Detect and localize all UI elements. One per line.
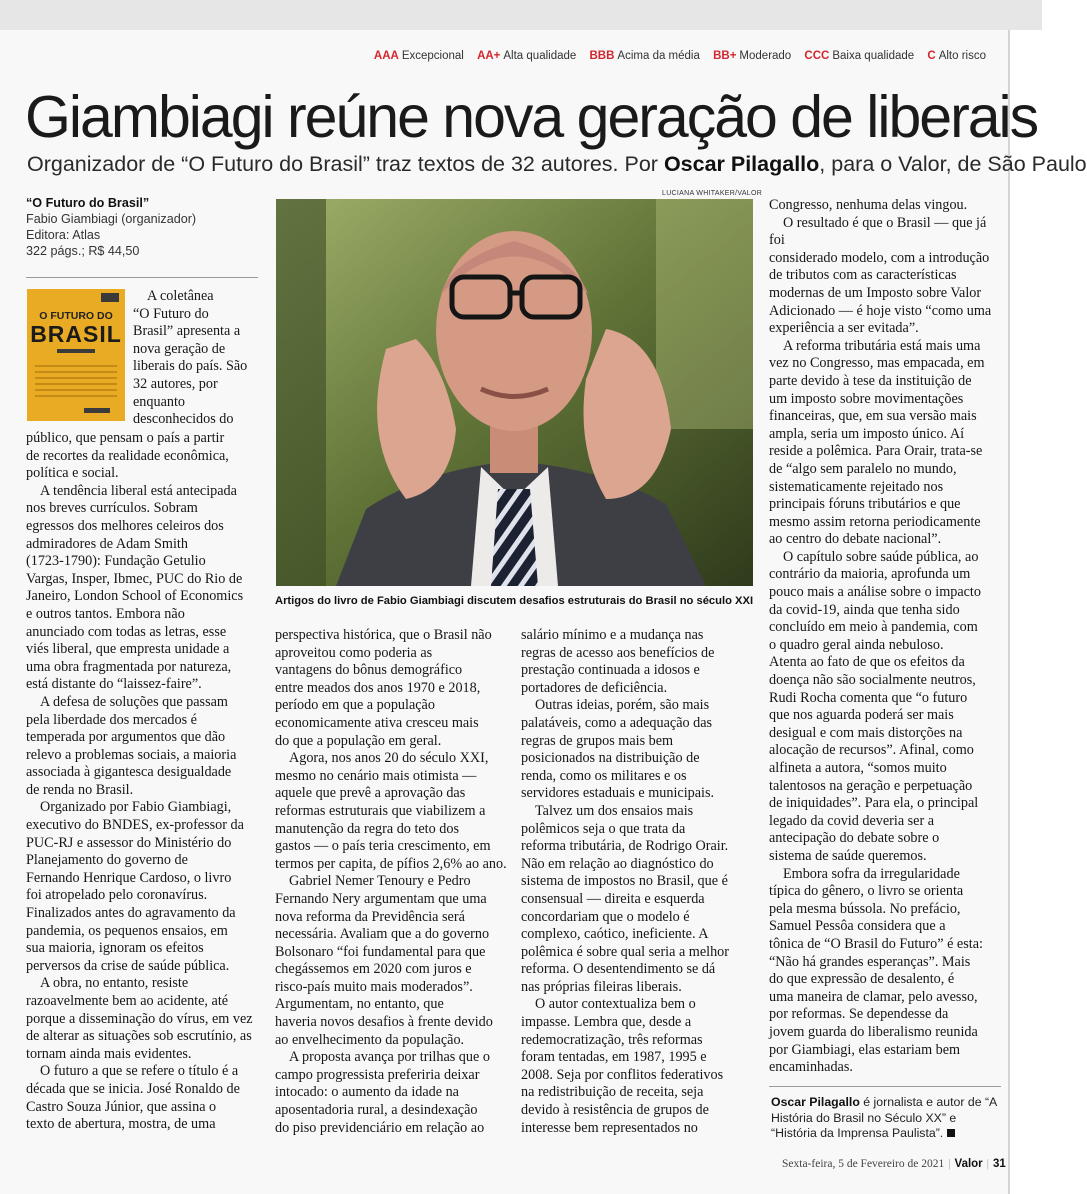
- rating-label: Alta qualidade: [503, 50, 577, 62]
- article-line: reforma tributária, de Rodrigo Orair.: [521, 838, 729, 855]
- article-line: reside a polêmica. Para Orair, trata-se: [769, 443, 983, 460]
- article-line: que nos aguarda poderá ser mais: [769, 707, 954, 724]
- article-line: texto de abertura, mostra, de uma: [26, 1116, 216, 1133]
- article-line: na redistribuição de receita, seja: [521, 1084, 704, 1101]
- article-line: A obra, no entanto, resiste: [40, 975, 189, 992]
- article-line: doença não são socialmente neutros,: [769, 672, 976, 689]
- article-line: o quadro geral ainda nebuloso.: [769, 636, 944, 653]
- article-line: alfineta a autora, “somos muito: [769, 760, 947, 776]
- article-line: gastos — o país teria crescimento, em: [275, 838, 491, 855]
- article-line: (1723-1790): Fundação Getulio: [26, 553, 206, 570]
- article-line: uma maneira de clamar, pelo avesso,: [769, 988, 978, 1005]
- article-line: devido à resistência de grupos de: [521, 1102, 709, 1119]
- article-line: contrário da maioria, aprofunda um: [769, 566, 971, 583]
- byline-author: Oscar Pilagallo: [663, 152, 820, 176]
- article-line: servidores estaduais e municipais.: [521, 785, 715, 802]
- rating-code: C: [927, 50, 936, 62]
- article-line: A proposta avança por trilhas que o: [289, 1049, 490, 1066]
- article-line: vez no Congresso, mas empacada, em: [769, 355, 985, 372]
- article-line: pouco mais a análise sobre o impacto: [769, 584, 981, 601]
- article-line: foram tentadas, em 1987, 1995 e: [521, 1049, 707, 1066]
- book-organizer: Fabio Giambiagi (organizador): [26, 212, 197, 226]
- article-line: por Giambiagi, elas estariam bem: [769, 1041, 961, 1058]
- article-line: impasse. Lembra que, desde a: [521, 1014, 692, 1031]
- article-column-3: [521, 627, 753, 1137]
- article-line: Outras ideias, porém, são mais: [535, 697, 710, 714]
- article-line: regras de grupos mais bem: [521, 732, 674, 749]
- article-line: relevo a problemas sociais, a maioria: [26, 746, 237, 763]
- article-line: sistematicamente rejeitado nos: [769, 478, 944, 495]
- article-line: associada à gigantesca desigualdade: [26, 764, 232, 781]
- article-line: alocação de recursos”. Afinal, como: [769, 742, 974, 759]
- article-line: nova reforma da Previdência será: [275, 908, 465, 925]
- article-line: A defesa de soluções que passam: [40, 693, 228, 710]
- photo-credit: LUCIANA WHITAKER/VALOR: [662, 190, 763, 197]
- article-line: da covid-19, ainda que tenha sido: [769, 601, 960, 618]
- article-column-4: [769, 197, 1001, 1077]
- article-line: aproveitou como poderia as: [275, 644, 433, 661]
- article-line: 32 autores, por: [133, 375, 218, 392]
- article-line: legado da covid deveria ser a: [769, 812, 935, 829]
- article-line: tornam ainda mais evidentes.: [26, 1045, 192, 1062]
- article-line: política e social.: [26, 465, 119, 482]
- article-line: sistema de saúde queremos.: [769, 847, 927, 864]
- book-title: “O Futuro do Brasil”: [26, 196, 150, 210]
- article-line: antecipação do debate sobre o: [769, 830, 940, 847]
- article-line: A reforma tributária está mais uma: [783, 337, 981, 354]
- footer-date: Sexta-feira, 5 de Fevereiro de 2021: [782, 1158, 945, 1170]
- article-line: liberais do país. São: [133, 358, 248, 375]
- page-number: 31: [992, 1158, 1006, 1170]
- article-line: Organizado por Fabio Giambiagi,: [40, 799, 232, 816]
- rating-label: Moderado: [739, 50, 792, 62]
- article-line: Finalizados antes do agravamento da: [26, 905, 236, 922]
- article-line: pela mesma bússola. No prefácio,: [769, 900, 961, 917]
- portrait-illustration: [276, 199, 753, 586]
- article-line: polêmica é sobre qual seria a melhor: [521, 943, 729, 960]
- article-line: experiência a ser evitada”.: [769, 320, 919, 337]
- cover-tag: [101, 293, 119, 302]
- footer-brand: Valor: [954, 1158, 983, 1170]
- page-footer: [782, 1158, 1006, 1170]
- article-line: de tributos com as características: [769, 267, 957, 284]
- article-line: regras de acesso aos benefícios de: [521, 644, 715, 661]
- author-bio: [771, 1095, 1001, 1142]
- footer-separator: |: [948, 1158, 951, 1170]
- article-line: jovem guarda do liberalismo reunida: [769, 1023, 978, 1040]
- article-line: de iniquidades”. Para ela, o principal: [769, 795, 979, 812]
- article-line: haveria novos desafios à frente devido: [275, 1014, 493, 1031]
- article-line: nova geração de: [133, 340, 226, 357]
- article-line: ao envelhecimento da população.: [275, 1031, 465, 1048]
- article-line: economicamente ativa cresceu mais: [275, 714, 479, 731]
- article-line: O resultado é que o Brasil — que já foi: [769, 214, 987, 249]
- article-line: Fernando Nery argumentam que uma: [275, 890, 487, 907]
- article-line: nos breves currículos. Sobram: [26, 500, 198, 517]
- cover-title-line2: BRASIL: [30, 321, 122, 347]
- article-line: chegássemos em 2020 com juros e: [275, 961, 472, 978]
- subheadline: [27, 152, 1087, 177]
- end-of-article-mark: [947, 1129, 955, 1137]
- article-line: nas próprias fileiras liberais.: [521, 978, 682, 995]
- article-line: Atenta ao fato de que os efeitos da: [769, 654, 965, 671]
- article-line: desconhecidos do: [133, 411, 234, 428]
- rating-code: CCC: [804, 50, 830, 62]
- article-line: sua maioria, ignoram os efeitos: [26, 940, 204, 957]
- article-line: 2008. Seja por conflitos federativos: [521, 1066, 724, 1083]
- rating-label: Baixa qualidade: [832, 50, 915, 62]
- cover-publisher-logo: [84, 408, 110, 413]
- rating-item: [804, 50, 914, 62]
- article-line: porque a disseminação do vírus, em vez: [26, 1010, 253, 1027]
- article-line: público, que pensam o país a partir: [26, 430, 225, 446]
- article-line: concordariam que o modelo é: [521, 908, 690, 925]
- cover-title-line1: O FUTURO DO: [39, 310, 113, 322]
- article-line: manutenção da regra do teto dos: [275, 820, 459, 837]
- article-line: de recortes da realidade econômica,: [26, 447, 229, 464]
- rating-code: AA+: [477, 50, 501, 62]
- article-line: de alterar as situações sob escrutínio, as: [26, 1028, 252, 1045]
- article-line: de renda no Brasil.: [26, 781, 134, 798]
- article-line: Agora, nos anos 20 do século XXI,: [289, 750, 489, 767]
- article-line: “O Futuro do: [133, 305, 209, 322]
- article-line: desigual e com mais distorções na: [769, 724, 963, 741]
- article-line: aquele que prevê a aprovação das: [275, 785, 466, 802]
- article-line: década que se inicia. José Ronaldo de: [26, 1080, 240, 1097]
- article-line: Rudi Rocha comenta que “o futuro: [769, 689, 968, 706]
- article-line: Gabriel Nemer Tenoury e Pedro: [289, 873, 471, 890]
- article-line: entre meados dos anos 1970 e 2018,: [275, 679, 481, 696]
- article-line: aposentadoria rural, a desindexação: [275, 1102, 478, 1119]
- article-line: sistema de impostos no Brasil, que é: [521, 873, 728, 890]
- article-line: necessária. Avaliam que a do governo: [275, 926, 490, 943]
- article-line: uma obra fragmentada por natureza,: [26, 658, 232, 675]
- book-publisher: Editora: Atlas: [26, 228, 101, 242]
- article-line: consensual — direita e esquerda: [521, 890, 705, 907]
- rating-legend: [364, 50, 986, 62]
- rating-label: Excepcional: [401, 50, 464, 62]
- article-line: reforma. O desentendimento se dá: [521, 961, 716, 978]
- headline: Giambiagi reúne nova geração de liberais: [25, 84, 1038, 150]
- article-line: pandemia, os pequenos ensaios, em: [26, 922, 228, 939]
- rating-item: [477, 50, 576, 62]
- article-line: Argumentam, no entanto, que: [275, 996, 444, 1013]
- article-line: portadores de deficiência.: [521, 679, 668, 696]
- article-line: um imposto sobre movimentações: [769, 390, 964, 407]
- article-line: risco-país muito mais moderados”.: [275, 978, 473, 995]
- article-line: Fernando Henrique Cardoso, o livro: [26, 869, 232, 886]
- article-line: de “algo sem paralelo no mundo,: [769, 460, 957, 477]
- bio-divider: [769, 1086, 1001, 1087]
- rating-label: Acima da média: [617, 50, 700, 62]
- article-column-1: [26, 430, 258, 1134]
- article-line: Samuel Pessôa considera que a: [769, 918, 946, 935]
- article-line: talentosos na geração e perpetuação: [769, 777, 973, 794]
- book-cover-image: [27, 289, 125, 421]
- article-line: pela liberdade dos mercados é: [26, 711, 197, 728]
- top-margin-bar: [0, 0, 1042, 30]
- article-line: e outros tantos. Embora não: [26, 605, 185, 622]
- article-line: termos per capita, de pífios 2,6% ao ano.: [275, 855, 507, 872]
- rating-code: BB+: [713, 50, 737, 62]
- article-line: “Não há grandes esperanças”. Mais: [769, 953, 971, 970]
- article-line: interesse bem representados no: [521, 1119, 698, 1136]
- article-column-1-wrap: [133, 288, 263, 429]
- article-line: principais fóruns tributários e que: [769, 496, 961, 513]
- article-line: típica do gênero, o livro se orienta: [769, 883, 964, 900]
- article-line: executivo do BNDES, ex-professor da: [26, 817, 244, 834]
- article-line: polêmicos seja o que trata da: [521, 820, 686, 837]
- article-photo: [276, 199, 753, 586]
- article-line: egressos dos melhores celeiros dos: [26, 517, 224, 534]
- article-line: perspectiva histórica, que o Brasil não: [275, 627, 492, 643]
- article-line: Embora sofra da irregularidade: [783, 865, 960, 882]
- article-line: perversos da crise de saúde pública.: [26, 957, 230, 974]
- rating-item: [927, 50, 986, 62]
- bio-author-name: Oscar Pilagallo: [771, 1095, 860, 1109]
- article-line: O capítulo sobre saúde pública, ao: [783, 548, 979, 565]
- article-line: temperada por argumentos que dão: [26, 729, 226, 746]
- book-pages-price: 322 págs.; R$ 44,50: [26, 244, 140, 258]
- article-line: PUC-RJ e assessor do Ministério do: [26, 834, 232, 851]
- article-line: considerado modelo, com a introdução: [769, 249, 990, 266]
- article-line: financeiras, que, em sua versão mais: [769, 408, 977, 425]
- rating-item: [374, 50, 464, 62]
- cover-subtitle-bar: [57, 349, 95, 353]
- cover-author-list: [35, 365, 117, 401]
- article-line: do piso previdenciário em relação ao: [275, 1119, 485, 1136]
- article-line: O futuro a que se refere o título é a: [40, 1063, 239, 1080]
- article-line: reformas estruturais que viabilizem a: [275, 802, 486, 819]
- article-line: salário mínimo e a mudança nas: [521, 627, 704, 643]
- info-divider: [26, 277, 258, 278]
- rating-code: BBB: [589, 50, 615, 62]
- article-column-2: [275, 627, 507, 1137]
- article-line: encaminhadas.: [769, 1059, 853, 1076]
- article-line: prestação continuada a idosos e: [521, 662, 700, 679]
- article-line: período em que a população: [275, 697, 435, 714]
- article-line: Talvez um dos ensaios mais: [535, 802, 694, 819]
- article-line: viés liberal, que empresta unidade a: [26, 641, 230, 658]
- article-line: por reformas. Se dependesse da: [769, 1006, 949, 1023]
- article-line: A tendência liberal está antecipada: [40, 482, 237, 499]
- article-line: do que a população em geral.: [275, 732, 442, 749]
- rating-item: [590, 50, 700, 62]
- subhead-lead: Organizador de “O Futuro do Brasil” traz textos de 32 autores. Por: [27, 152, 664, 176]
- article-line: A coletânea: [147, 288, 214, 304]
- book-info-box: [26, 195, 258, 259]
- article-line: razoavelmente bem ao acidente, até: [26, 993, 229, 1009]
- article-line: Janeiro, London School of Economics: [26, 588, 244, 605]
- article-line: O autor contextualiza bem o: [535, 996, 696, 1013]
- article-line: Castro Souza Júnior, que assina o: [26, 1098, 217, 1115]
- article-line: está distante do “laissez-faire”.: [26, 676, 202, 693]
- article-line: mesmo no cenário mais otimista —: [275, 767, 477, 784]
- rating-code: AAA: [373, 50, 399, 62]
- article-line: tônica de “O Brasil do Futuro” é esta:: [769, 935, 983, 952]
- article-line: parte devido à tese da instituição de: [769, 372, 972, 389]
- article-line: Vargas, Insper, Ibmec, PUC do Rio de: [26, 570, 243, 587]
- article-line: Adicionado — é hoje visto “como uma: [769, 302, 992, 319]
- article-line: Não em relação ao diagnóstico do: [521, 855, 714, 872]
- article-line: ao centro do debate nacional”.: [769, 531, 942, 548]
- article-line: foi atropelado pelo coronavírus.: [26, 887, 208, 904]
- article-line: intocado: o aumento da idade na: [275, 1084, 459, 1101]
- photo-caption: Artigos do livro de Fabio Giambiagi discutem desafios estruturais do Brasil no século XXI: [275, 595, 754, 607]
- article-line: admiradores de Adam Smith: [26, 535, 188, 552]
- article-line: anunciado com todas as letras, esse: [26, 623, 227, 640]
- subhead-tail: , para o Valor, de São Paulo: [819, 152, 1087, 176]
- article-line: palatáveis, como a adequação das: [521, 714, 713, 731]
- article-line: campo progressista preferiria deixar: [275, 1066, 480, 1083]
- article-line: ampla, seria um imposto único. Aí: [769, 425, 965, 442]
- article-line: redemocratização, três reformas: [521, 1031, 703, 1048]
- article-line: do que expressão de desalento, é: [769, 971, 955, 988]
- bio-text: é jornalista e autor de “A História do Brasil no Século XX” e “História da Imprensa Paulista”.: [771, 1095, 997, 1140]
- article-line: concluído em meio à pandemia, com: [769, 619, 978, 636]
- article-line: posicionados na distribuição de: [521, 750, 700, 767]
- article-line: Congresso, nenhuma delas vingou.: [769, 197, 968, 213]
- rating-label: Alto risco: [938, 50, 986, 62]
- article-line: modernas de um Imposto sobre Valor: [769, 284, 982, 301]
- rating-item: [713, 50, 791, 62]
- article-line: vantagens do bônus demográfico: [275, 662, 463, 679]
- article-line: Brasil” apresenta a: [133, 323, 241, 340]
- article-line: renda, como os militares e os: [521, 767, 687, 784]
- article-line: complexo, caótico, ineficiente. A: [521, 926, 709, 943]
- footer-separator: |: [986, 1158, 989, 1170]
- article-line: enquanto: [133, 393, 186, 410]
- article-line: Planejamento do governo de: [26, 852, 188, 869]
- article-line: mesmo assim retorna periodicamente: [769, 513, 981, 530]
- article-line: Bolsonaro “foi fundamental para que: [275, 943, 486, 960]
